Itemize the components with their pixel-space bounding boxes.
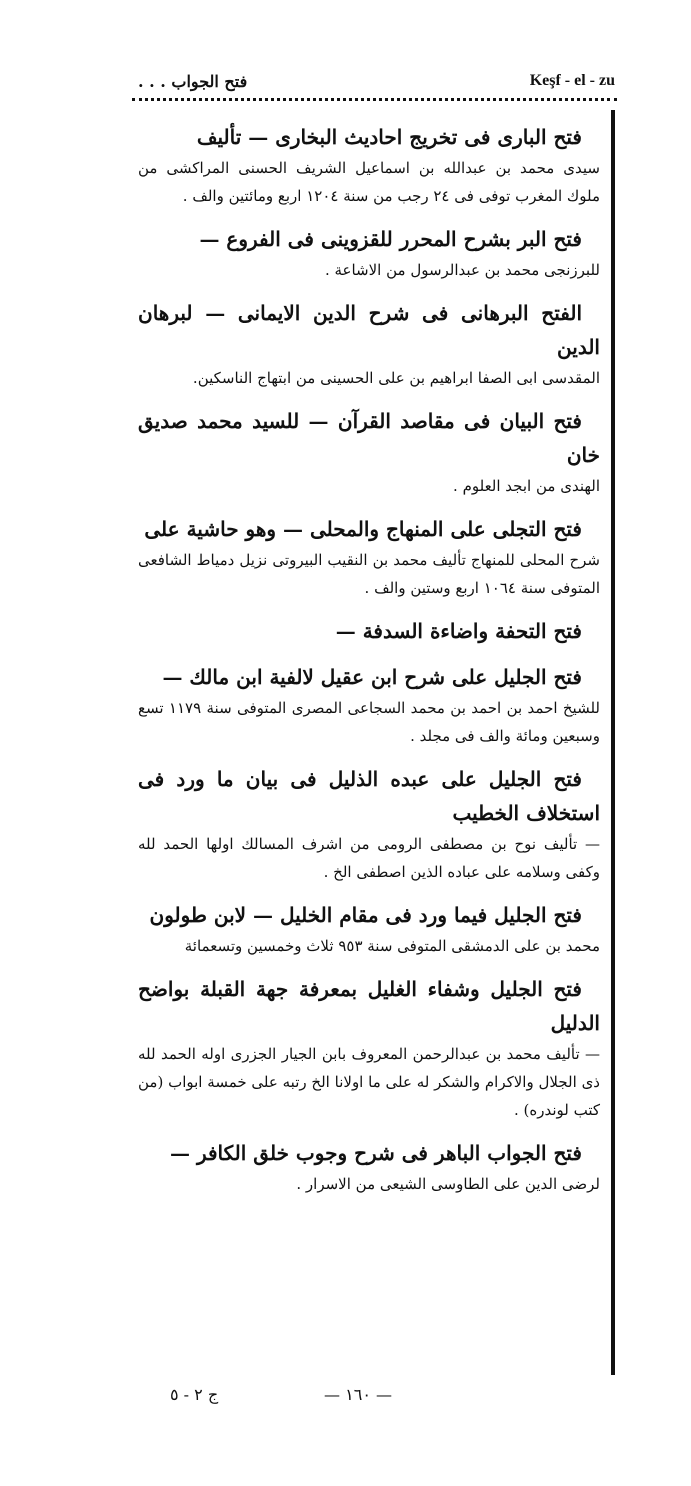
entry-body: لرضى الدين على الطاوسى الشيعى من الاسرار . bbox=[296, 1175, 600, 1193]
entry-title: فتح الجليل وشفاء الغليل بمعرفة جهة القبلة بواضح الدليل bbox=[138, 977, 600, 1035]
section-code: Keşf - el - zu bbox=[529, 72, 615, 89]
entry-body: — تأليف نوح بن مصطفى الرومى من اشرف المسالك اولها الحمد لله وكفى وسلامه على عباده الذين اصطفى الخ . bbox=[138, 835, 600, 881]
entry-body: — تأليف محمد بن عبدالرحمن المعروف بابن الجيار الجزرى اوله الحمد لله ذى الجلال والاكرام والشكر له على ما اولانا الخ رتبه على خمسة ابواب (من كتب لوندره) . bbox=[138, 1045, 600, 1119]
entry-title: فتح الجليل على شرح ابن عقيل لالفية ابن مالك — bbox=[162, 665, 582, 689]
entry-title: فتح التحفة واضاءة السدفة — bbox=[335, 619, 582, 643]
entry bbox=[138, 120, 600, 210]
entry-body: للشيخ احمد بن احمد بن محمد السجاعى المصرى المتوفى سنة ١١٧٩ تسع وسبعين ومائة والف فى مجلد . bbox=[138, 699, 601, 745]
page-header bbox=[130, 72, 615, 94]
entry-body: للبرزنجى محمد بن عبدالرسول من الاشاعة . bbox=[324, 261, 600, 279]
entry bbox=[138, 1136, 600, 1198]
entry-title: فتح البارى فى تخريج احاديث البخارى — تأليف bbox=[196, 125, 582, 149]
entry-body: الهندى من ابجد العلوم . bbox=[453, 477, 600, 495]
entry bbox=[138, 972, 600, 1124]
entry bbox=[138, 296, 600, 392]
page-number: — ١٦٠ — bbox=[324, 1385, 392, 1404]
entry bbox=[138, 660, 600, 750]
entry bbox=[138, 762, 600, 886]
page-footer bbox=[160, 1385, 460, 1409]
entry-title: فتح التجلى على المنهاج والمحلى — وهو حاشية على bbox=[144, 517, 582, 541]
entry-body: شرح المحلى للمنهاج تأليف محمد بن النقيب البيروتى نزيل دمياط الشافعى المتوفى سنة ١٠٦٤ اربع وستين والف . bbox=[138, 551, 600, 597]
entry-title: فتح الجليل فيما ورد فى مقام الخليل — لابن طولون bbox=[149, 903, 582, 927]
entry-body: سيدى محمد بن عبدالله بن اسماعيل الشريف الحسنى المراكشى من ملوك المغرب توفى فى ٢٤ رجب من سنة ١٢٠٤ اربع ومائتين والف . bbox=[138, 159, 600, 205]
entry-title: فتح البيان فى مقاصد القرآن — للسيد محمد صديق خان bbox=[138, 409, 600, 467]
entry-title: الفتح البرهانى فى شرح الدين الايمانى — لبرهان الدين bbox=[138, 301, 600, 359]
entry bbox=[138, 404, 600, 500]
entry bbox=[138, 512, 600, 602]
header-rule bbox=[132, 98, 617, 101]
entry bbox=[138, 898, 600, 960]
entry-title: فتح الجليل على عبده الذليل فى بيان ما ورد فى استخلاف الخطيب bbox=[138, 767, 600, 825]
entry-body: المقدسى ابى الصفا ابراهيم بن على الحسينى من ابتهاج الناسكين. bbox=[192, 369, 600, 387]
entry bbox=[138, 222, 600, 284]
entry-body: محمد بن على الدمشقى المتوفى سنة ٩٥٣ ثلاث وخمسين وتسعمائة bbox=[184, 937, 600, 955]
volume-signature: ج ٢ - ٥ bbox=[170, 1385, 219, 1404]
entry-title: فتح البر بشرح المحرر للقزوينى فى الفروع — bbox=[199, 227, 582, 251]
entries-column bbox=[138, 120, 600, 1210]
running-title: فتح الجواب . . . bbox=[138, 72, 248, 91]
entry-title: فتح الجواب الباهر فى شرح وجوب خلق الكافر — bbox=[169, 1141, 582, 1165]
entry bbox=[138, 614, 600, 648]
